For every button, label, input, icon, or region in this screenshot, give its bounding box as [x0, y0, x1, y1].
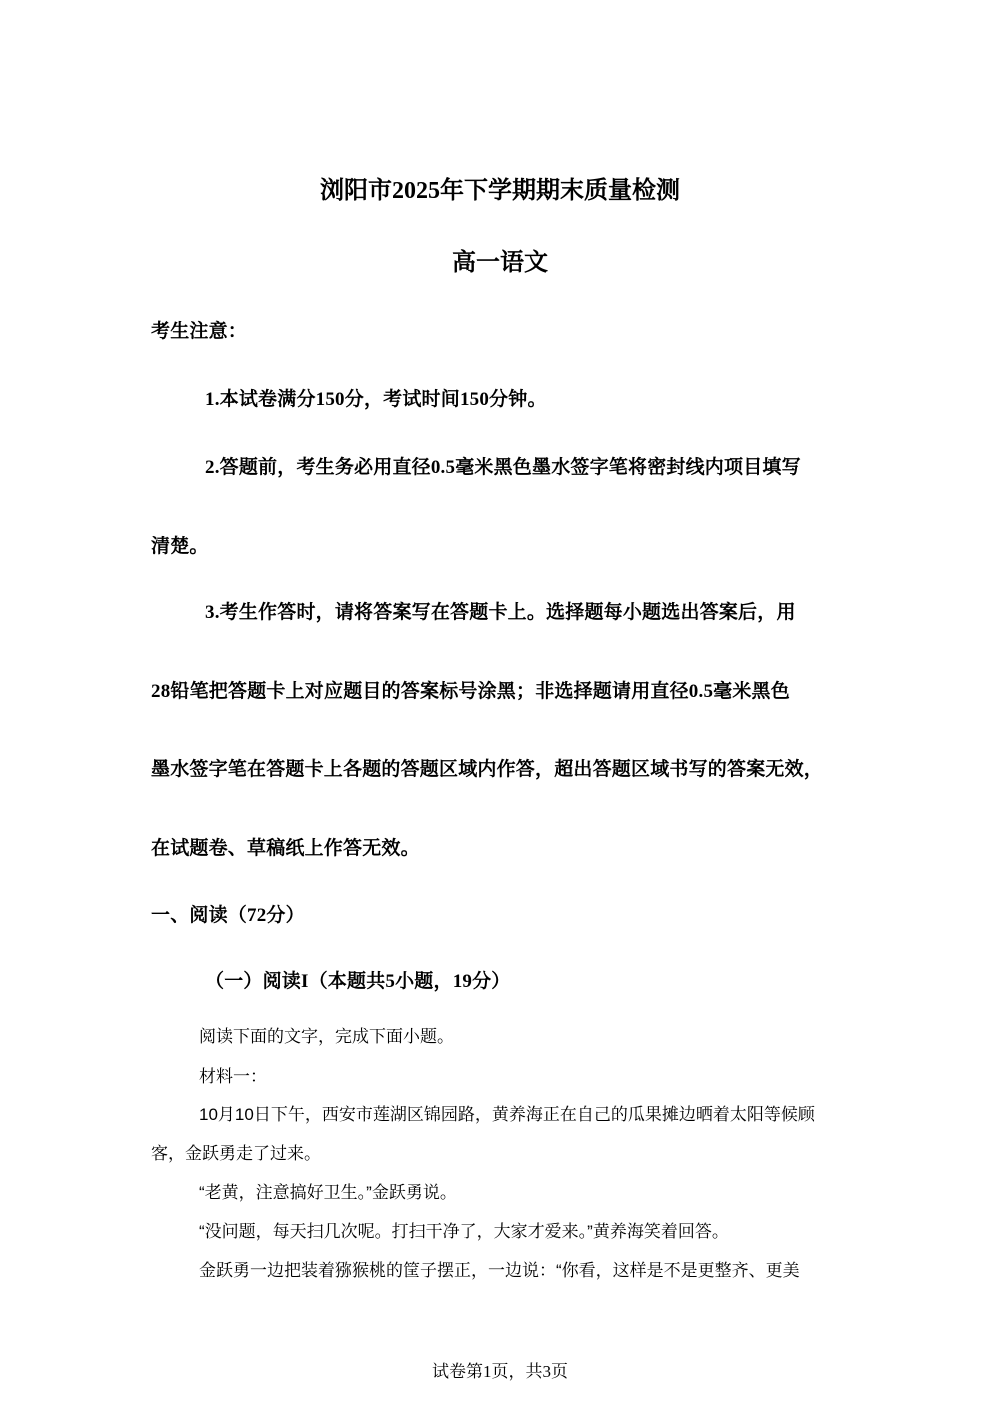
notice-item-3-line-1: 3.考生作答时，请将答案写在答题卡上。选择题每小题选出答案后，用 [205, 602, 796, 623]
paragraph-4-line-1: 金跃勇一边把装着猕猴桃的筐子摆正，一边说：“你看，这样是不是更整齐、更美 [199, 1261, 800, 1280]
passage-intro: 阅读下面的文字，完成下面小题。 [199, 1027, 454, 1046]
subject-title: 高一语文 [452, 250, 548, 276]
paragraph-2: “老黄，注意搞好卫生。”金跃勇说。 [199, 1183, 457, 1202]
material-label: 材料一： [199, 1067, 267, 1086]
notice-item-2-line-1: 2.答题前，考生务必用直径0.5毫米黑色墨水签字笔将密封线内项目填写 [205, 457, 801, 478]
notice-item-3-line-2: 28铅笔把答题卡上对应题目的答案标号涂黑；非选择题请用直径0.5毫米黑色 [151, 681, 790, 702]
section-heading: 一、阅读（72分） [151, 905, 305, 926]
notice-heading: 考生注意： [151, 321, 248, 342]
paragraph-3: “没问题，每天扫几次呢。打扫干净了，大家才爱来。”黄养海笑着回答。 [199, 1222, 729, 1241]
page-footer: 试卷第1页，共3页 [432, 1362, 568, 1381]
notice-item-3-line-4: 在试题卷、草稿纸上作答无效。 [151, 838, 420, 859]
exam-title: 浏阳市2025年下学期期末质量检测 [320, 178, 680, 204]
notice-item-3-line-3: 墨水签字笔在答题卡上各题的答题区域内作答，超出答题区域书写的答案无效， [151, 759, 824, 780]
paragraph-1-line-1: 10月10日下午，西安市莲湖区锦园路，黄养海正在自己的瓜果摊边晒着太阳等候顾 [199, 1105, 815, 1124]
paragraph-1-line-2: 客，金跃勇走了过来。 [151, 1144, 321, 1163]
sub-section-heading: （一）阅读I（本题共5小题，19分） [205, 971, 511, 992]
notice-item-2-line-2: 清楚。 [151, 536, 209, 557]
notice-item-1: 1.本试卷满分150分，考试时间150分钟。 [205, 389, 547, 410]
